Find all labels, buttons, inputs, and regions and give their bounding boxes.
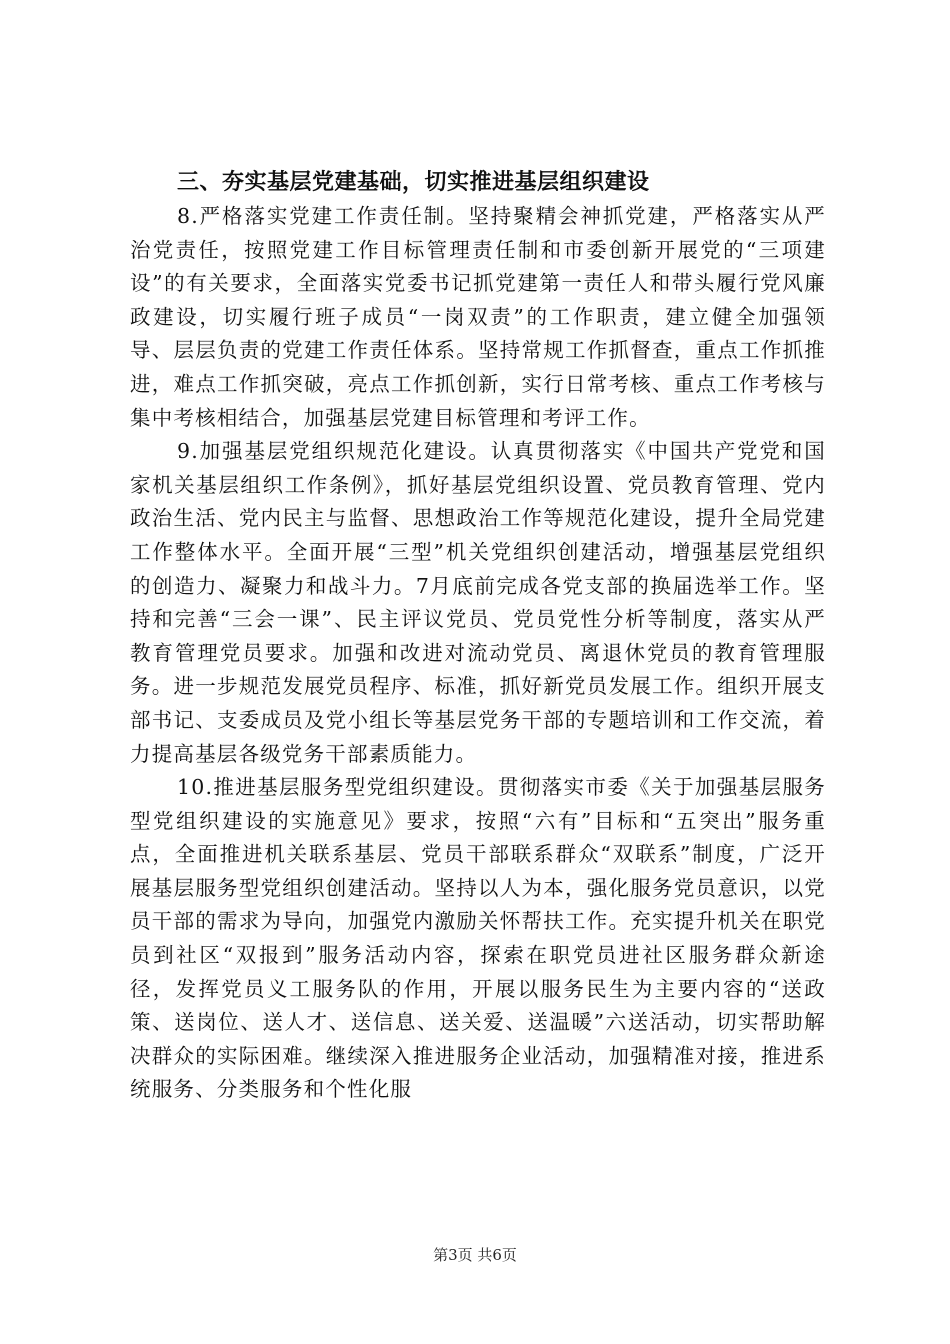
paragraph-item-10: 10.推进基层服务型党组织建设。贯彻落实市委《关于加强基层服务型党组织建设的实施意见》要求，按照“六有”目标和“五突出”服务重点，全面推进机关联系基层、党员干部联系群众“双联系”制度，广泛开展基层服务型党组织创建活动。坚持以人为本，强化服务党员意识，以党员干部的需求为导向，加强党内激励关怀帮扶工作。充实提升机关在职党员到社区“双报到”服务活动内容，探索在职党员进社区服务群众新途径，发挥党员义工服务队的作用，开展以服务民生为主要内容的“送政策、送岗位、送人才、送信息、送关爱、送温暖”六送活动，切实帮助解决群众的实际困难。继续深入推进服务企业活动，加强精准对接，推进系统服务、分类服务和个性化服: [130, 775, 826, 1102]
paragraph-item-9: 9.加强基层党组织规范化建设。认真贯彻落实《中国共产党党和国家机关基层组织工作条例》，抓好基层党组织设置、党员教育管理、党内政治生活、党内民主与监督、思想政治工作等规范化建设，提升全局党建工作整体水平。全面开展“三型”机关党组织创建活动，增强基层党组织的创造力、凝聚力和战斗力。7月底前完成各党支部的换届选举工作。坚持和完善“三会一课”、民主评议党员、党员党性分析等制度，落实从严教育管理党员要求。加强和改进对流动党员、离退休党员的教育管理服务。进一步规范发展党员程序、标准，抓好新党员发展工作。组织开展支部书记、支委成员及党小组长等基层党务干部的专题培训和工作交流，着力提高基层各级党务干部素质能力。: [130, 439, 826, 766]
document-body: [130, 166, 826, 1107]
paragraph-item-8: 8.严格落实党建工作责任制。坚持聚精会神抓党建，严格落实从严治党责任，按照党建工作目标管理责任制和市委创新开展党的“三项建设”的有关要求，全面落实党委书记抓党建第一责任人和带头履行党风廉政建设，切实履行班子成员“一岗双责”的工作职责，建立健全加强领导、层层负责的党建工作责任体系。坚持常规工作抓督查，重点工作抓推进，难点工作抓突破，亮点工作抓创新，实行日常考核、重点工作考核与集中考核相结合，加强基层党建目标管理和考评工作。: [130, 204, 826, 430]
page-number-footer: 第3页 共6页: [433, 1246, 517, 1264]
section-heading: 三、夯实基层党建基础，切实推进基层组织建设: [177, 170, 650, 195]
